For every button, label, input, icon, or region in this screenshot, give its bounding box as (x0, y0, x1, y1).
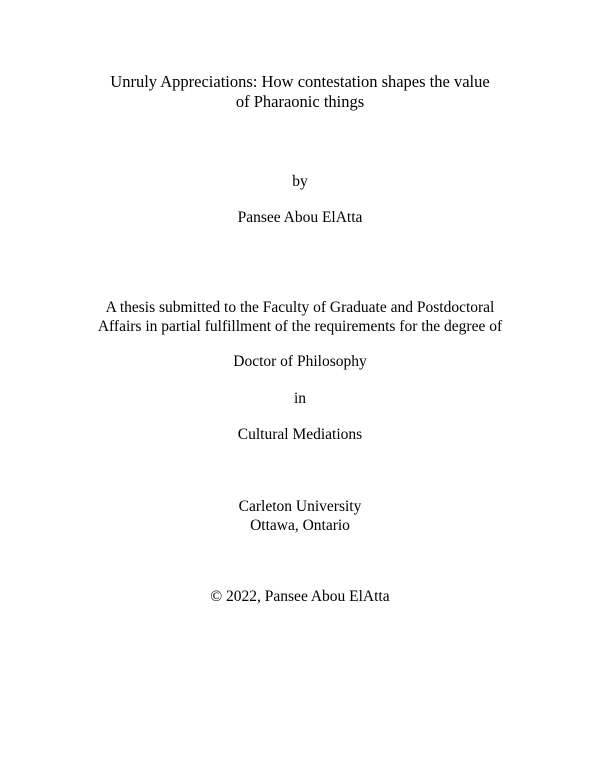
institution-location: Ottawa, Ontario (250, 517, 350, 534)
institution-name: Carleton University (238, 498, 362, 515)
in-label: in (293, 390, 307, 407)
by-label: by (292, 173, 308, 190)
thesis-title (0, 72, 600, 112)
program-name: Cultural Mediations (237, 426, 363, 443)
submission-statement (0, 298, 600, 336)
submission-statement-line-1: A thesis submitted to the Faculty of Graduate and Postdoctoral (105, 299, 495, 316)
degree-name: Doctor of Philosophy (233, 353, 367, 370)
thesis-title-line-1: Unruly Appreciations: How contestation shapes the value (110, 72, 490, 91)
author-name: Pansee Abou ElAtta (237, 209, 363, 226)
institution-block (0, 497, 600, 535)
thesis-title-line-2: of Pharaonic things (235, 92, 365, 111)
submission-statement-line-2: Affairs in partial fulfillment of the requirements for the degree of (97, 318, 503, 335)
copyright-notice: © 2022, Pansee Abou ElAtta (210, 588, 390, 605)
